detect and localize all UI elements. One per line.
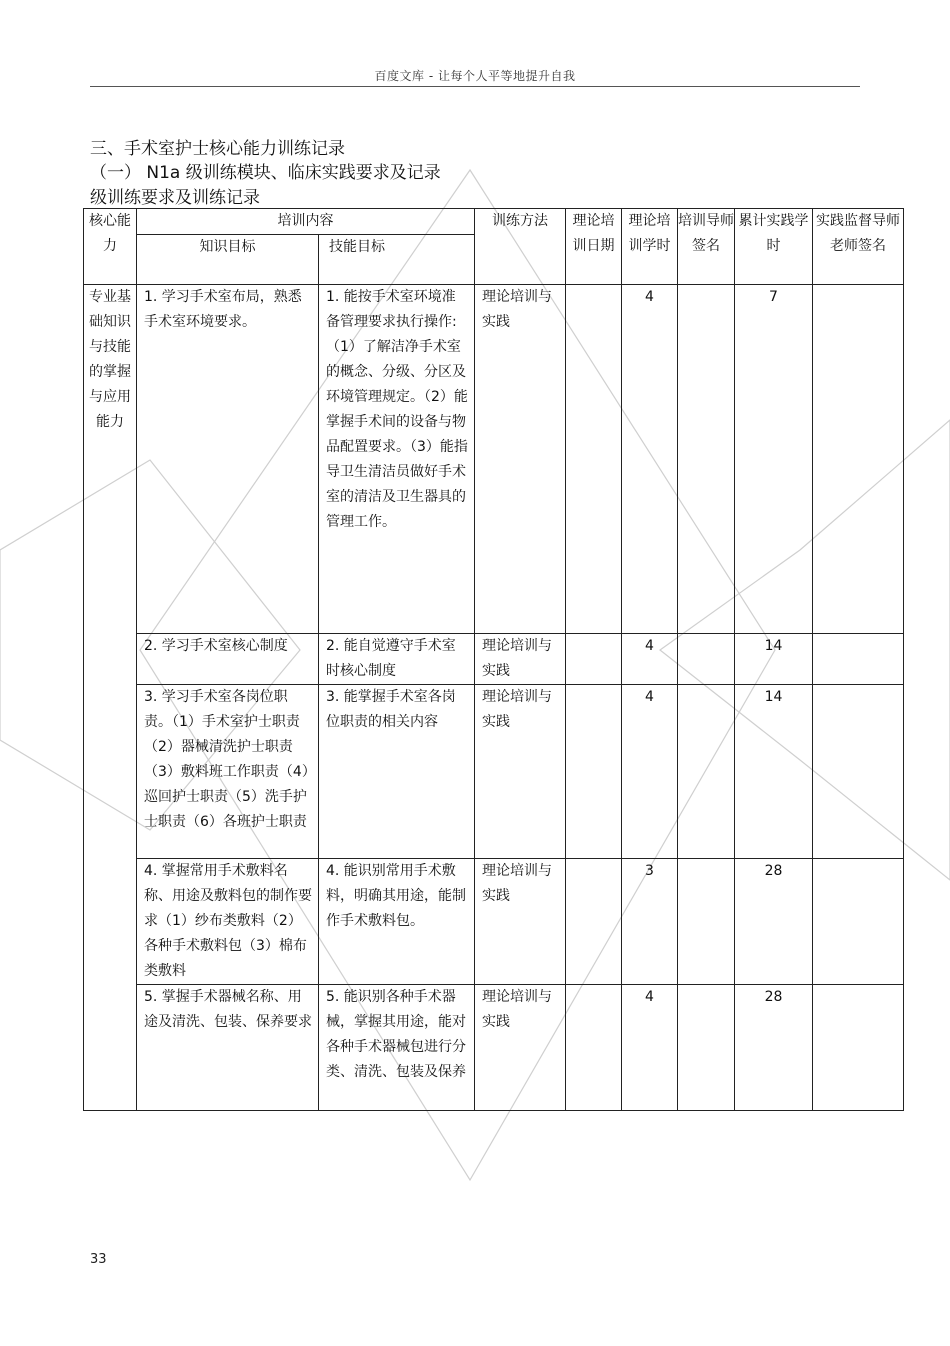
knowledge-cell: 1. 学习手术室布局，熟悉手术室环境要求。 xyxy=(137,285,319,634)
method-cell: 理论培训与实践 xyxy=(475,685,566,859)
table-row xyxy=(84,285,904,634)
skill-cell: 4. 能识别常用手术敷料，明确其用途，能制作手术敷料包。 xyxy=(319,859,475,985)
method-cell: 理论培训与实践 xyxy=(475,285,566,634)
header-rule xyxy=(90,86,860,87)
table-caption: 级训练要求及训练记录 xyxy=(90,188,260,208)
theory-date-cell xyxy=(566,859,622,985)
theory-date-cell xyxy=(566,634,622,685)
supervisor-sign-cell xyxy=(813,985,904,1111)
theory-hours-cell: 3 xyxy=(622,859,678,985)
page-header xyxy=(0,67,950,84)
knowledge-cell: 5. 掌握手术器械名称、用途及清洗、包装、保养要求 xyxy=(137,985,319,1111)
training-record-table xyxy=(83,208,904,1111)
mentor-sign-cell xyxy=(678,685,735,859)
header-training-content: 培训内容 xyxy=(137,209,475,235)
practice-hours-cell: 28 xyxy=(735,985,813,1111)
page-number: 33 xyxy=(90,1252,107,1267)
core-ability-cell: 专业基础知识与技能的掌握与应用能力 xyxy=(84,285,137,1111)
section-title: 三、手术室护士核心能力训练记录 xyxy=(90,139,345,159)
table-row xyxy=(84,634,904,685)
practice-hours-cell: 14 xyxy=(735,685,813,859)
header-knowledge-goal: 知识目标 xyxy=(137,235,319,285)
header-practice-hours: 累计实践学时 xyxy=(735,209,813,285)
practice-hours-cell: 14 xyxy=(735,634,813,685)
supervisor-sign-cell xyxy=(813,634,904,685)
knowledge-cell: 4. 掌握常用手术敷料名称、用途及敷料包的制作要求（1）纱布类敷料（2）各种手术敷料包（3）棉布类敷料 xyxy=(137,859,319,985)
header-theory-date: 理论培训日期 xyxy=(566,209,622,285)
table-row xyxy=(84,685,904,859)
table-row xyxy=(84,859,904,985)
skill-cell: 5. 能识别各种手术器械，掌握其用途，能对各种手术器械包进行分类、清洗、包装及保养 xyxy=(319,985,475,1111)
theory-date-cell xyxy=(566,285,622,634)
mentor-sign-cell xyxy=(678,985,735,1111)
skill-cell: 2. 能自觉遵守手术室时核心制度 xyxy=(319,634,475,685)
header-site: 百度文库 xyxy=(374,69,425,83)
header-separator: - xyxy=(428,69,434,83)
method-cell: 理论培训与实践 xyxy=(475,859,566,985)
skill-cell: 1. 能按手术室环境准备管理要求执行操作:（1）了解洁净手术室的概念、分级、分区及环境管理规定。（2）能掌握手术间的设备与物品配置要求。（3）能指导卫生清洁员做好手术室的清洁及卫生器具的管理工作。 xyxy=(319,285,475,634)
theory-hours-cell: 4 xyxy=(622,985,678,1111)
table-row xyxy=(84,985,904,1111)
theory-hours-cell: 4 xyxy=(622,634,678,685)
mentor-sign-cell xyxy=(678,285,735,634)
theory-hours-cell: 4 xyxy=(622,685,678,859)
header-theory-hours: 理论培训学时 xyxy=(622,209,678,285)
knowledge-cell: 2. 学习手术室核心制度 xyxy=(137,634,319,685)
header-slogan: 让每个人平等地提升自我 xyxy=(438,69,576,83)
method-cell: 理论培训与实践 xyxy=(475,634,566,685)
mentor-sign-cell xyxy=(678,634,735,685)
header-skill-goal: 技能目标 xyxy=(319,235,475,285)
header-supervisor-sign: 实践监督导师老师签名 xyxy=(813,209,904,285)
header-method: 训练方法 xyxy=(475,209,566,285)
skill-cell: 3. 能掌握手术室各岗位职责的相关内容 xyxy=(319,685,475,859)
supervisor-sign-cell xyxy=(813,285,904,634)
method-cell: 理论培训与实践 xyxy=(475,985,566,1111)
practice-hours-cell: 7 xyxy=(735,285,813,634)
supervisor-sign-cell xyxy=(813,685,904,859)
subsection-title: （一） N1a 级训练模块、临床实践要求及记录 xyxy=(90,163,441,183)
header-core-ability: 核心能力 xyxy=(84,209,137,285)
header-mentor-sign: 培训导师签名 xyxy=(678,209,735,285)
theory-date-cell xyxy=(566,685,622,859)
theory-date-cell xyxy=(566,985,622,1111)
supervisor-sign-cell xyxy=(813,859,904,985)
practice-hours-cell: 28 xyxy=(735,859,813,985)
theory-hours-cell: 4 xyxy=(622,285,678,634)
mentor-sign-cell xyxy=(678,859,735,985)
knowledge-cell: 3. 学习手术室各岗位职责。（1）手术室护士职责（2）器械清洗护士职责（3）敷料班工作职责（4）巡回护士职责（5）洗手护士职责（6）各班护士职责 xyxy=(137,685,319,859)
